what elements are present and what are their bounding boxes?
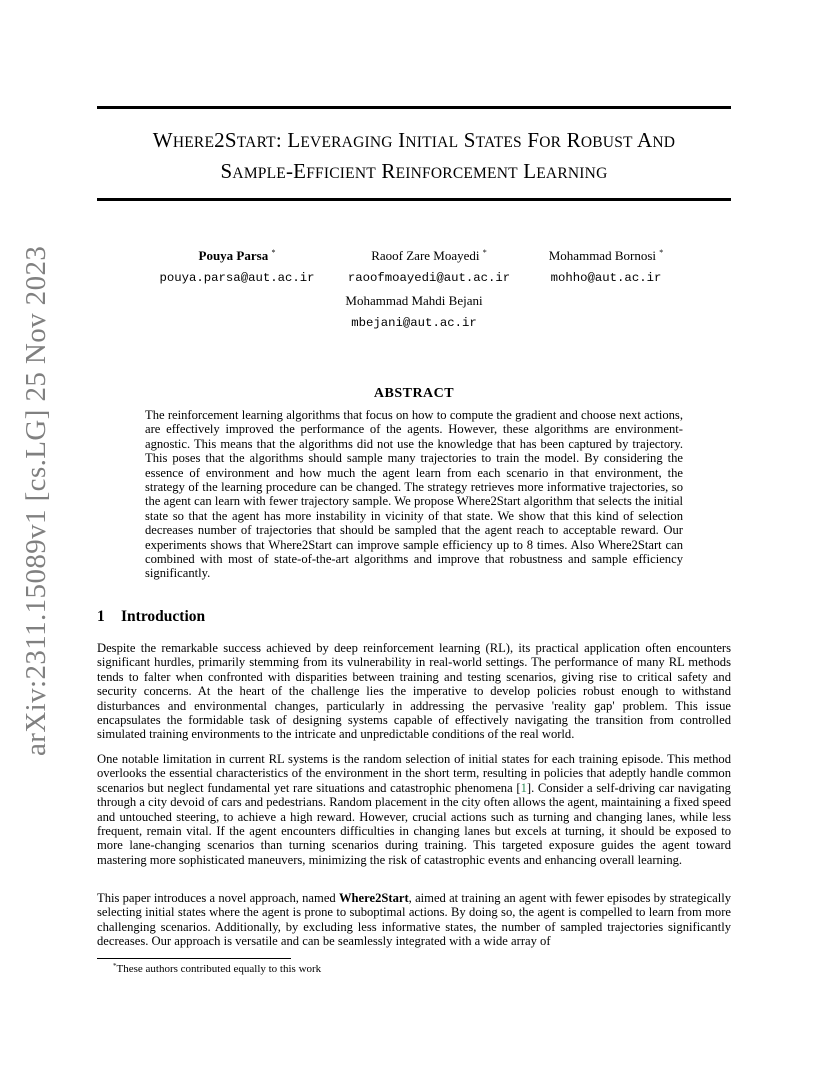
intro-paragraph-1: Despite the remarkable success achieved by deep reinforcement learning (RL), its practical application often encounters significant hurdles, primarily stemming from its vulnerability in real-world settings. The performance of many RL methods tends to falter when confronted with disparities between training and testing scenarios, giving rise to critical safety and security concerns. At the heart of the challenge lies the imperative to develop policies robust enough to withstand disturbances and environmental changes, particularly in addressing the pervasive 'reality gap' problem. This issue encapsulates the formidable task of designing systems capable of effectively navigating the transition from controlled simulated training environments to the intricate and unpredictable conditions of the real world. <box>97 641 731 742</box>
paragraph-text: One notable limitation in current RL systems is the random selection of initial states for each training episode. This method overlooks the essential characteristics of the environment in the short term, resulting in policies that adeptly handle common scenarios but neglect fundamental yet rare situations and catastrophic phenomena [ <box>97 752 731 795</box>
author-4 <box>314 292 514 332</box>
author-name: Raoof Zare Moayedi <box>371 248 480 263</box>
footnote <box>113 962 321 975</box>
equal-contribution-mark: * <box>659 248 664 257</box>
footnote-text: These authors contributed equally to this work <box>116 963 322 975</box>
title-line-2-text: SAMPLE-EFFICIENT REINFORCEMENT LEARNING <box>220 159 608 183</box>
abstract-text: The reinforcement learning algorithms that focus on how to compute the gradient and choose next actions, are effectively improved the performance of the agents. However, these algorithms are environment-agnostic. This means that the algorithms did not use the knowledge that has been captured by trajectory. This poses that the algorithms should sample many trajectories to train the model. By considering the essence of environment and how much the agent learn from each scenario in that environment, the strategy of the learning procedure can be changed. The strategy retrieves more informative trajectories, so the agent can learn with fewer trajectory sample. We propose Where2Start algorithm that selects the initial state so that the agent has more instability in vicinity of that state. We show that this kind of selection decreases number of trajectories that should be sampled that the agent reach to acceptable reward. Our experiments shows that Where2Start can improve sample efficiency up to 8 times. Also Where2Start can combined with most of state-of-the-art algorithms and improve that robustness and sample efficiency significantly. <box>145 408 683 581</box>
author-2 <box>339 244 519 287</box>
title-line-2 <box>97 157 731 188</box>
author-1 <box>147 244 327 287</box>
title-line-1-text: WHERE2START: LEVERAGING INITIAL STATES FOR ROBUST AND <box>152 128 676 152</box>
author-email: raoofmoayedi@aut.ac.ir <box>347 271 511 285</box>
equal-contribution-mark: * <box>271 248 276 257</box>
footnote-rule <box>97 958 291 959</box>
author-email: mbejani@aut.ac.ir <box>351 316 477 330</box>
author-name: Pouya Parsa <box>198 248 269 263</box>
title-top-rule <box>97 106 731 109</box>
author-name: Mohammad Mahdi Bejani <box>345 293 483 308</box>
abstract-heading: ABSTRACT <box>373 386 455 401</box>
author-email: pouya.parsa@aut.ac.ir <box>159 271 315 285</box>
section-title: Introduction <box>121 608 206 625</box>
paragraph-text: , aimed at training an agent with fewer episodes by strategically selecting initial states where the agent is prone to suboptimal actions. By doing so, the agent is compelled to learn from more challenging scenarios. Additionally, by excluding less informative states, the number of sampled trajectories significantly decreases. Our approach is versatile and can be seamlessly integrated with a wide array of <box>97 891 731 949</box>
author-email: mohho@aut.ac.ir <box>550 271 662 285</box>
citation-link[interactable]: 1 <box>520 780 527 795</box>
paragraph-text: ]. Consider a self-driving car navigating through a city devoid of cars and pedestrians. Random placement in the city often allows the agent, maintaining a fixed speed and untouched steering, to achieve a high reward. However, crucial actions such as turning and changing lanes, while less frequent, remain vital. If the agent encounters difficulties in changing lanes but excels at turning, it should be exposed to more lane-changing scenarios than turning scenarios during training. This targeted exposure guides the agent toward mastering more sophisticated maneuvers, minimizing the risk of catastrophic events and enhancing overall learning. <box>97 780 731 867</box>
paper-title <box>97 126 731 188</box>
footnote-mark: * <box>113 962 117 970</box>
intro-paragraph-2 <box>97 752 731 867</box>
author-name: Mohammad Bornosi <box>548 248 656 263</box>
method-name: Where2Start <box>338 891 409 905</box>
section-number: 1 <box>97 608 105 625</box>
equal-contribution-mark: * <box>482 248 487 257</box>
paragraph-text: This paper introduces a novel approach, named <box>97 891 339 905</box>
intro-paragraph-3 <box>97 891 731 949</box>
arxiv-identifier: arXiv:2311.15089v1 [cs.LG] 25 Nov 2023 <box>20 245 52 756</box>
title-bottom-rule <box>97 198 731 201</box>
author-3 <box>531 244 681 287</box>
title-line-1 <box>97 126 731 157</box>
section-heading-introduction <box>97 608 205 626</box>
